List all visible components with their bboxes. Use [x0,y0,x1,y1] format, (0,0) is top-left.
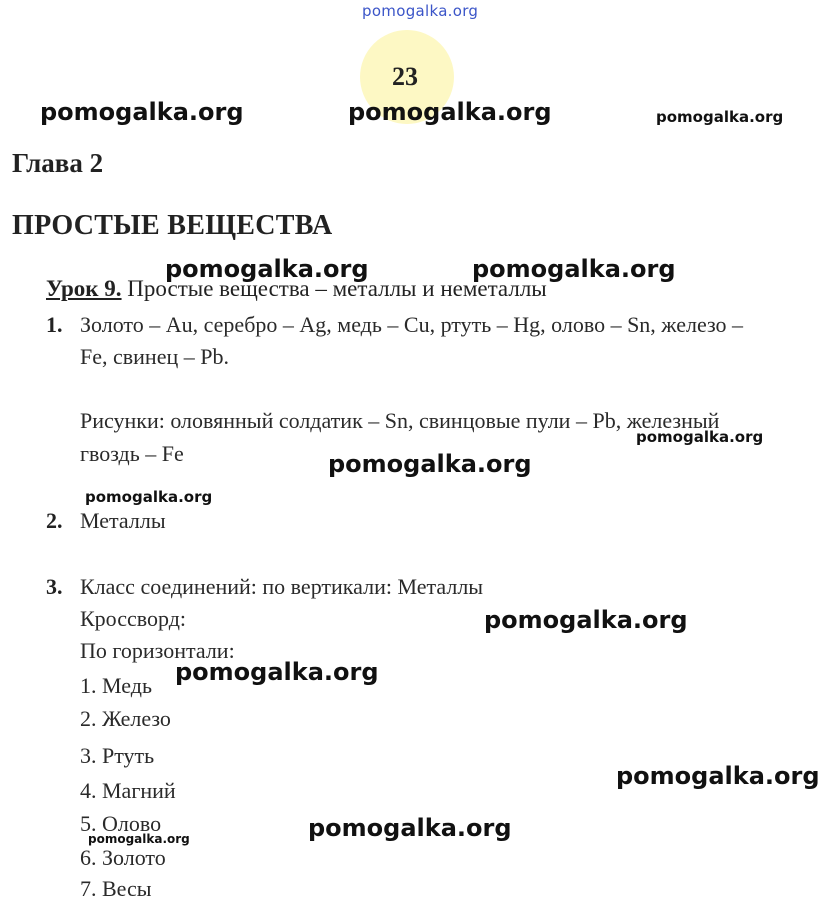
task-1-line-2: Fe, свинец – Pb. [80,344,229,369]
task-1-line-1: Золото – Au, серебро – Ag, медь – Cu, ртуть – Hg, олово – Sn, железо – [80,312,744,337]
watermark: pomogalka.org [175,658,379,686]
lesson-number: Урок 9. [46,276,122,301]
page-number: 23 [392,62,418,91]
task-3-line-2: Кроссворд: [80,606,187,631]
watermark: pomogalka.org [308,814,512,842]
chapter-heading: Глава 2 [12,148,104,178]
lesson-title: Простые вещества – металлы и неметаллы [121,276,547,301]
task-1-line-3: Рисунки: оловянный солдатик – Sn, свинцовые пули – Pb, железный [80,408,720,433]
crossword-answer-3: 3. Ртуть [80,743,155,768]
crossword-answer-2: 2. Железо [80,706,171,731]
crossword-answer-7: 7. Весы [80,876,152,901]
watermark: pomogalka.org [40,98,244,126]
crossword-answer-6: 6. Золото [80,845,166,870]
task-1-line-4: гвоздь – Fe [80,441,184,466]
watermark: pomogalka.org [165,255,369,283]
crossword-answer-4: 4. Магний [80,778,176,803]
watermark: pomogalka.org [328,450,532,478]
watermark: pomogalka.org [85,488,213,506]
watermark: pomogalka.org [472,255,676,283]
crossword-answer-5: 5. Олово [80,811,162,836]
watermark: pomogalka.org [88,832,190,846]
task-1-number: 1. [46,312,63,337]
crossword-answer-1: 1. Медь [80,673,152,698]
task-2-number: 2. [46,508,63,533]
task-3-line-1: Класс соединений: по вертикали: Металлы [80,574,484,599]
watermark: pomogalka.org [636,428,764,446]
watermark: pomogalka.org [616,762,820,790]
task-2-text: Металлы [80,508,166,533]
section-heading: ПРОСТЫЕ ВЕЩЕСТВА [12,210,333,241]
watermark: pomogalka.org [348,98,552,126]
site-url-header[interactable]: pomogalka.org [362,2,479,20]
watermark: pomogalka.org [656,108,784,126]
watermark: pomogalka.org [484,606,688,634]
task-3-number: 3. [46,574,63,599]
task-3-line-3: По горизонтали: [80,638,235,663]
